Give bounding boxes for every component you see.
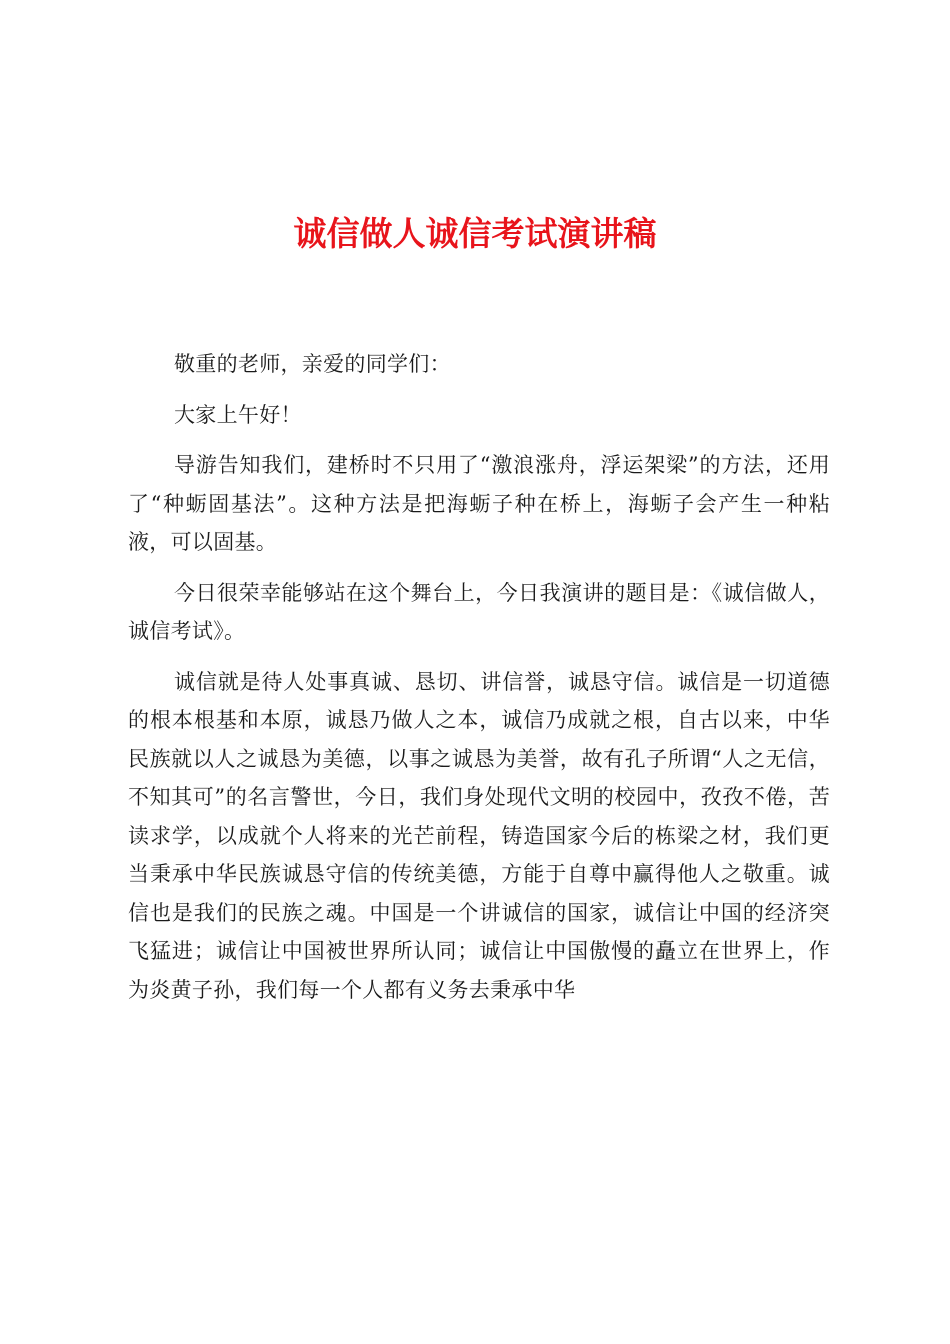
paragraph-salutation: 敬重的老师，亲爱的同学们： bbox=[174, 352, 451, 376]
paragraph-topic: 今日很荣幸能够站在这个舞台上，今日我演讲的题目是：《诚信做人，诚信考试》。 bbox=[128, 580, 830, 643]
paragraph-bridge-story: 导游告知我们，建桥时不只用了“激浪涨舟，浮运架梁”的方法，还用了“种蛎固基法”。这种方法是把海蛎子种在桥上，海蛎子会产生一种粘液，可以固基。 bbox=[128, 453, 830, 554]
document-body bbox=[128, 345, 830, 1021]
paragraph-greeting: 大家上午好！ bbox=[174, 402, 302, 427]
document-title: 诚信做人诚信考试演讲稿 bbox=[293, 214, 657, 253]
paragraph-integrity: 诚信就是待人处事真诚、恳切、讲信誉，诚恳守信。诚信是一切道德的根本根基和本原，诚恳乃做人之本，诚信乃成就之根，自古以来，中华民族就以人之诚恳为美德，以事之诚恳为美誉，故有孔子所谓“人之无信，不知其可”的名言警世，今日，我们身处现代文明的校园中，孜孜不倦，苦读求学，以成就个人将来的光芒前程，铸造国家今后的栋梁之材，我们更当秉承中华民族诚恳守信的传统美德，方能于自尊中赢得他人之敬重。诚信也是我们的民族之魂。中国是一个讲诚信的国家，诚信让中国的经济突飞猛进；诚信让中国被世界所认同；诚信让中国傲慢的矗立在世界上，作为炎黄子孙，我们每一个人都有义务去秉承中华 bbox=[128, 669, 830, 1002]
